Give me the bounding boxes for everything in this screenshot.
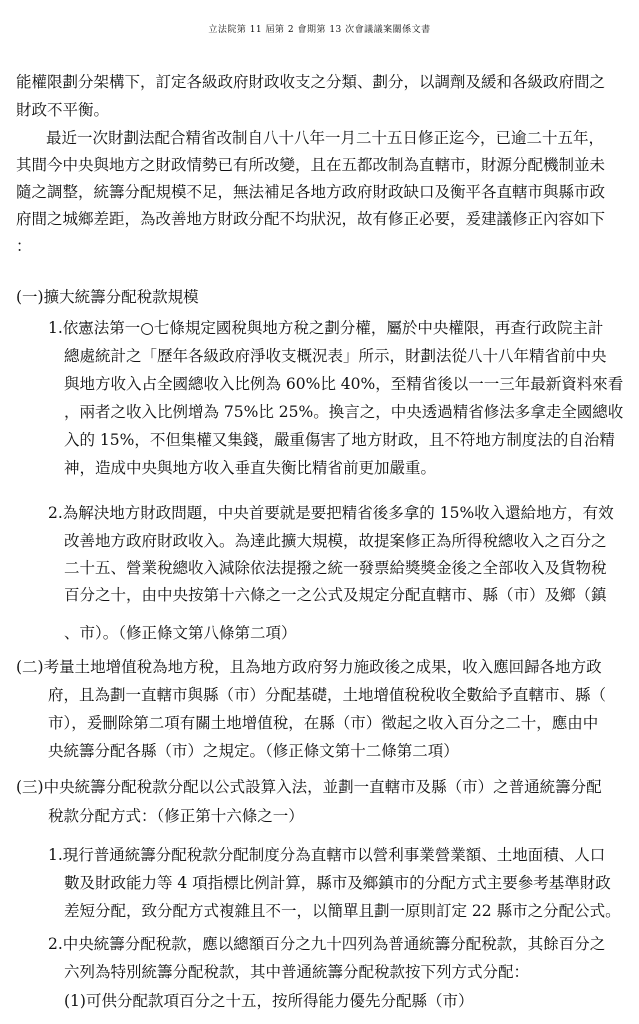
text-line: 差短分配，致分配方式複雜且不一，以簡單且劃一原則訂定 22 縣市之分配公式。 <box>64 902 621 920</box>
text-line: 2.中央統籌分配稅款，應以總額百分之九十四列為普通統籌分配稅款，其餘百分之 <box>48 935 606 953</box>
section-heading: (二)考量土地增值稅為地方稅，且為地方政府努力施政後之成果，收入應回歸各地方政 <box>16 658 602 676</box>
text-line: 市），爰刪除第二項有關土地增值稅，在縣（市）徵起之收入百分之二十，應由中 <box>48 714 599 732</box>
text-line: (1)可供分配款項百分之十五，按所得能力優先分配縣（市） <box>64 992 474 1010</box>
section-heading: (三)中央統籌分配稅款分配以公式設算入法，並劃一直轄市及縣（市）之普通統籌分配 <box>16 778 602 796</box>
text-line: 二十五、營業稅總收入減除依法提撥之統一發票給獎獎金後之全部收入及貨物稅 <box>64 559 607 577</box>
text-line: 1.現行普通統籌分配稅款分配制度分為直轄市以營利事業營業額、土地面積、人口 <box>48 846 606 864</box>
text-line: 數及財政能力等 4 項指標比例計算，縣市及鄉鎮市的分配方式主要參考基準財政 <box>64 874 611 892</box>
text-line: 入的 15%，不但集權又集錢，嚴重傷害了地方財政，且不符地方制度法的自治精 <box>64 431 615 449</box>
text-line: 神，造成中央與地方收入垂直失衡比精省前更加嚴重。 <box>64 459 437 477</box>
text-line: 總處統計之「歷年各級政府淨收支概況表」所示，財劃法從八十八年精省前中央 <box>64 347 607 365</box>
text-line: 2.為解決地方財政問題，中央首要就是要把精省後多拿的 15%收入還給地方，有效 <box>48 504 614 522</box>
text-line: 百分之十，由中央按第十六條之一之公式及規定分配直轄市、縣（市）及鄉（鎮 <box>64 586 607 604</box>
text-line: 稅款分配方式：（修正第十六條之一） <box>48 807 304 825</box>
text-line: 與地方收入占全國總收入比例為 60%比 40%，至精省後以一一三年最新資料來看 <box>64 375 624 393</box>
text-line: 財政不平衡。 <box>16 101 110 119</box>
text-line: 六列為特別統籌分配稅款，其中普通統籌分配稅款按下列方式分配： <box>64 963 530 981</box>
text-line: 改善地方政府財政收入。為達此擴大規模，故提案修正為所得稅總收入之百分之 <box>64 532 607 550</box>
text-line: 隨之調整，統籌分配規模不足，無法補足各地方政府財政缺口及衡平各直轄市與縣市政 <box>16 183 606 201</box>
text-line: ： <box>16 237 32 255</box>
text-line: 其間今中央與地方之財政情勢已有所改變，且在五都改制為直轄市，財源分配機制並未 <box>16 156 606 174</box>
text-line: 能權限劃分架構下，訂定各級政府財政收支之分類、劃分，以調劑及緩和各級政府間之 <box>16 73 606 91</box>
section-heading: (一)擴大統籌分配稅款規模 <box>16 288 199 306</box>
text-line: 央統籌分配各縣（市）之規定。（修正條文第十二條第二項） <box>48 742 459 760</box>
text-line: 府間之城鄉差距，為改善地方財政分配不均狀況，故有修正必要，爰建議修正內容如下 <box>16 210 606 228</box>
text-line: 最近一次財劃法配合精省改制自八十八年一月二十五日修正迄今，已逾二十五年， <box>46 129 605 147</box>
page-header: 立法院第 11 屆第 2 會期第 13 次會議議案關係文書 <box>208 25 431 35</box>
text-line: 、市）。（修正條文第八條第二項） <box>64 624 297 642</box>
text-line: 1.依憲法第一○七條規定國稅與地方稅之劃分權，屬於中央權限，再查行政院主計 <box>48 319 604 337</box>
text-line: 府，且為劃一直轄市與縣（市）分配基礎，土地增值稅稅收全數給予直轄市、縣（ <box>48 686 607 704</box>
text-line: ，兩者之收入比例增為 75%比 25%。換言之，中央透過精省修法多拿走全國總收 <box>64 403 624 421</box>
